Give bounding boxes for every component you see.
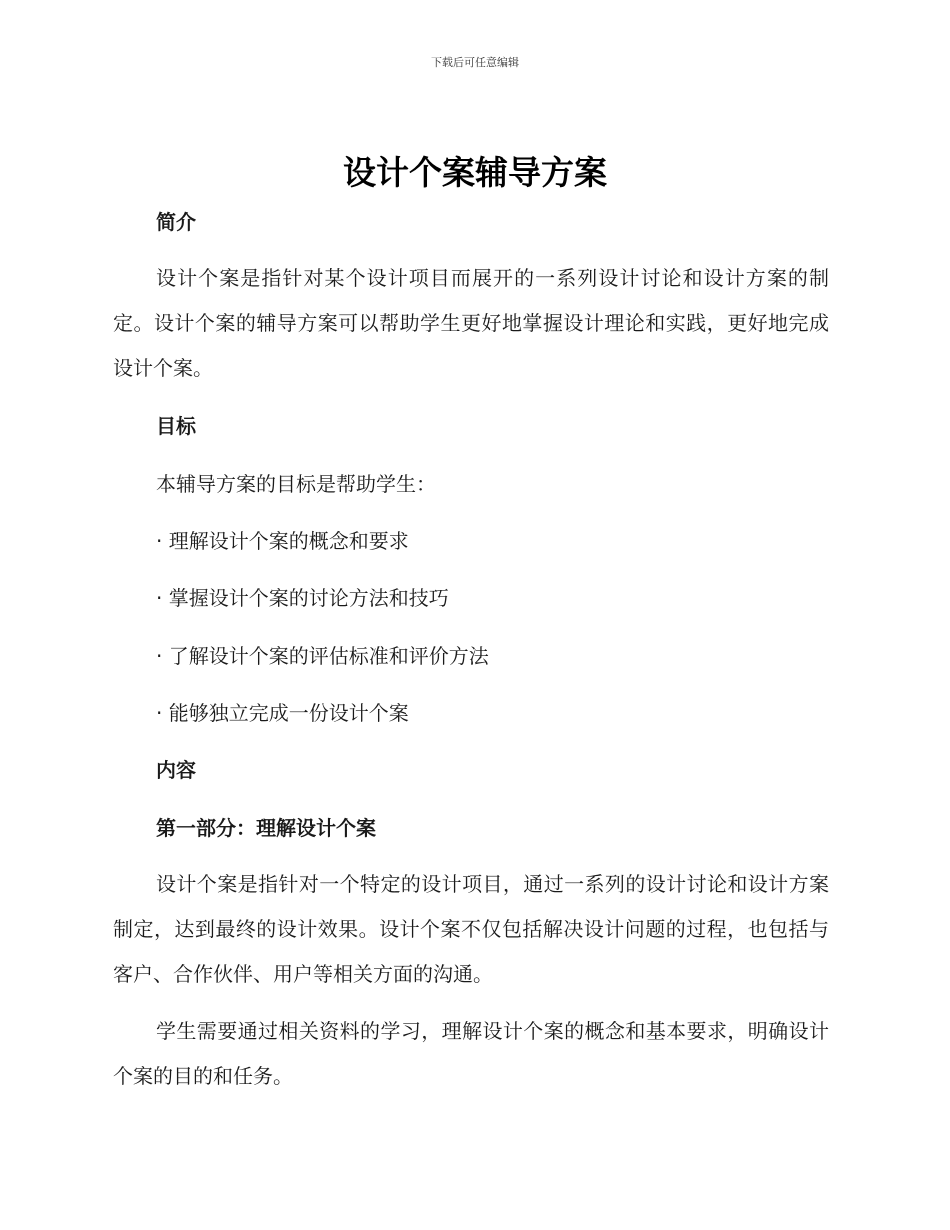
part1-paragraph-2: 学生需要通过相关资料的学习，理解设计个案的概念和基本要求，明确设计个案的目的和任务。: [113, 1019, 829, 1088]
header-note: 下载后可任意编辑: [431, 56, 519, 69]
intro-heading: 简介: [156, 210, 196, 234]
goal-item-2: · 掌握设计个案的讨论方法和技巧: [156, 586, 449, 610]
content-heading: 内容: [156, 758, 196, 782]
intro-paragraph: 设计个案是指针对某个设计项目而展开的一系列设计讨论和设计方案的制定。设计个案的辅导方案可以帮助学生更好地掌握设计理论和实践，更好地完成设计个案。: [113, 266, 829, 380]
goal-item-1: · 理解设计个案的概念和要求: [156, 529, 409, 553]
part1-heading: 第一部分：理解设计个案: [156, 816, 376, 840]
goal-item-4: · 能够独立完成一份设计个案: [156, 701, 409, 725]
goal-heading: 目标: [156, 414, 196, 438]
goal-lead: 本辅导方案的目标是帮助学生：: [156, 472, 436, 496]
goal-item-3: · 了解设计个案的评估标准和评价方法: [156, 644, 489, 668]
part1-paragraph-1: 设计个案是指针对一个特定的设计项目，通过一系列的设计讨论和设计方案制定，达到最终的设计效果。设计个案不仅包括解决设计问题的过程，也包括与客户、合作伙伴、用户等相关方面的沟通。: [113, 872, 829, 986]
document-title: 设计个案辅导方案: [343, 153, 607, 192]
